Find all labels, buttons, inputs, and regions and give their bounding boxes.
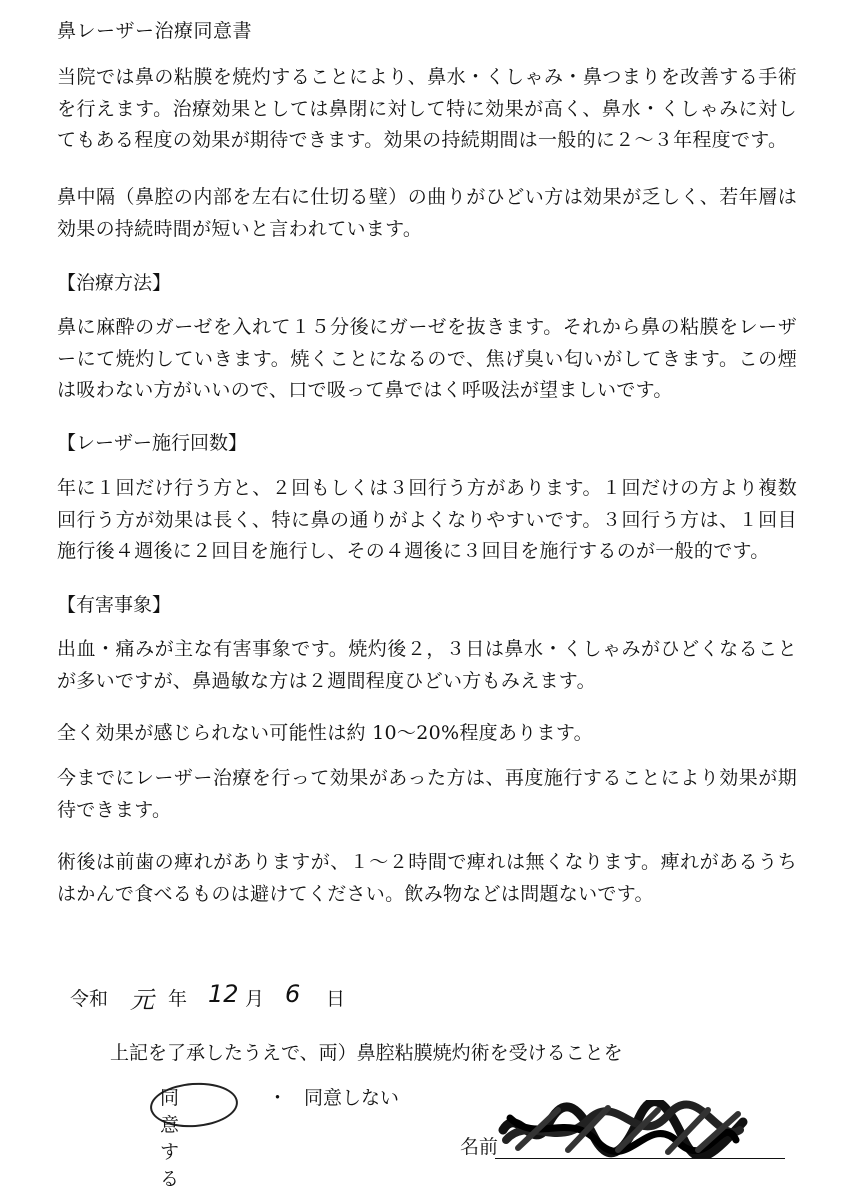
disagree-option[interactable]: 同意しない: [304, 1087, 400, 1109]
date-day-unit: 日: [326, 988, 346, 1010]
agree-label: 同意する: [160, 1087, 180, 1190]
adverse-events-heading: 【有害事象】: [57, 594, 172, 616]
name-label: 名前: [460, 1136, 499, 1158]
laser-count-heading: 【レーザー施行回数】: [57, 432, 248, 454]
signature-line: [495, 1158, 785, 1159]
laser-count-paragraph: 年に１回だけ行う方と、２回もしくは３回行う方があります。１回だけの方より複数回行う方が効果は長く、特に鼻の通りがよくなりやすいです。３回行う方は、１回目施行後４週後に２回目を施行し、その４週後に３回目を施行するのが一般的です。: [57, 477, 797, 562]
post-op-paragraph: 術後は前歯の痺れがありますが、１～２時間で痺れは無くなります。痺れがあるうちはかんで食べるものは避けてください。飲み物などは問題ないです。: [57, 851, 797, 905]
date-day-handwritten: 6: [285, 980, 301, 1008]
method-paragraph: 鼻に麻酔のガーゼを入れて１５分後にガーゼを抜きます。それから鼻の粘膜をレーザーにて焼灼していきます。焼くことになるので、焦げ臭い匂いがしてきます。この煙は吸わない方がいいので、口で吸って鼻ではく呼吸法が望ましいです。: [57, 316, 797, 401]
date-year-handwritten: 元: [130, 986, 154, 1014]
redacted-signature-scribble: [498, 1100, 748, 1158]
repeat-treatment-paragraph: 今までにレーザー治療を行って効果があった方は、再度施行することにより効果が期待できます。: [57, 767, 797, 821]
document-title: 鼻レーザー治療同意書: [57, 20, 253, 42]
consent-date: [70, 980, 370, 1014]
signature-field[interactable]: [460, 1130, 790, 1170]
consent-statement: 上記を了承したうえで、両）鼻腔粘膜焼灼術を受けることを: [110, 1042, 623, 1064]
adverse-events-paragraph: 出血・痛みが主な有害事象です。焼灼後２，３日は鼻水・くしゃみがひどくなることが多いですが、鼻過敏な方は２週間程度ひどい方もみえます。: [57, 638, 797, 692]
option-separator: ・: [268, 1087, 288, 1109]
septum-paragraph: 鼻中隔（鼻腔の内部を左右に仕切る壁）の曲りがひどい方は効果が乏しく、若年層は効果の持続時間が短いと言われています。: [57, 186, 797, 240]
date-month-handwritten: 12: [208, 980, 239, 1008]
date-month-unit: 月: [245, 988, 265, 1010]
intro-paragraph: 当院では鼻の粘膜を焼灼することにより、鼻水・くしゃみ・鼻つまりを改善する手術を行えます。治療効果としては鼻閉に対して特に効果が高く、鼻水・くしゃみに対してもある程度の効果が期待できます。効果の持続期間は一般的に２～３年程度です。: [57, 66, 797, 151]
date-year-unit: 年: [168, 988, 188, 1010]
method-heading: 【治療方法】: [57, 272, 172, 294]
no-effect-paragraph: 全く効果が感じられない可能性は約 10～20%程度あります。: [57, 722, 593, 744]
date-era: 令和: [70, 988, 109, 1010]
